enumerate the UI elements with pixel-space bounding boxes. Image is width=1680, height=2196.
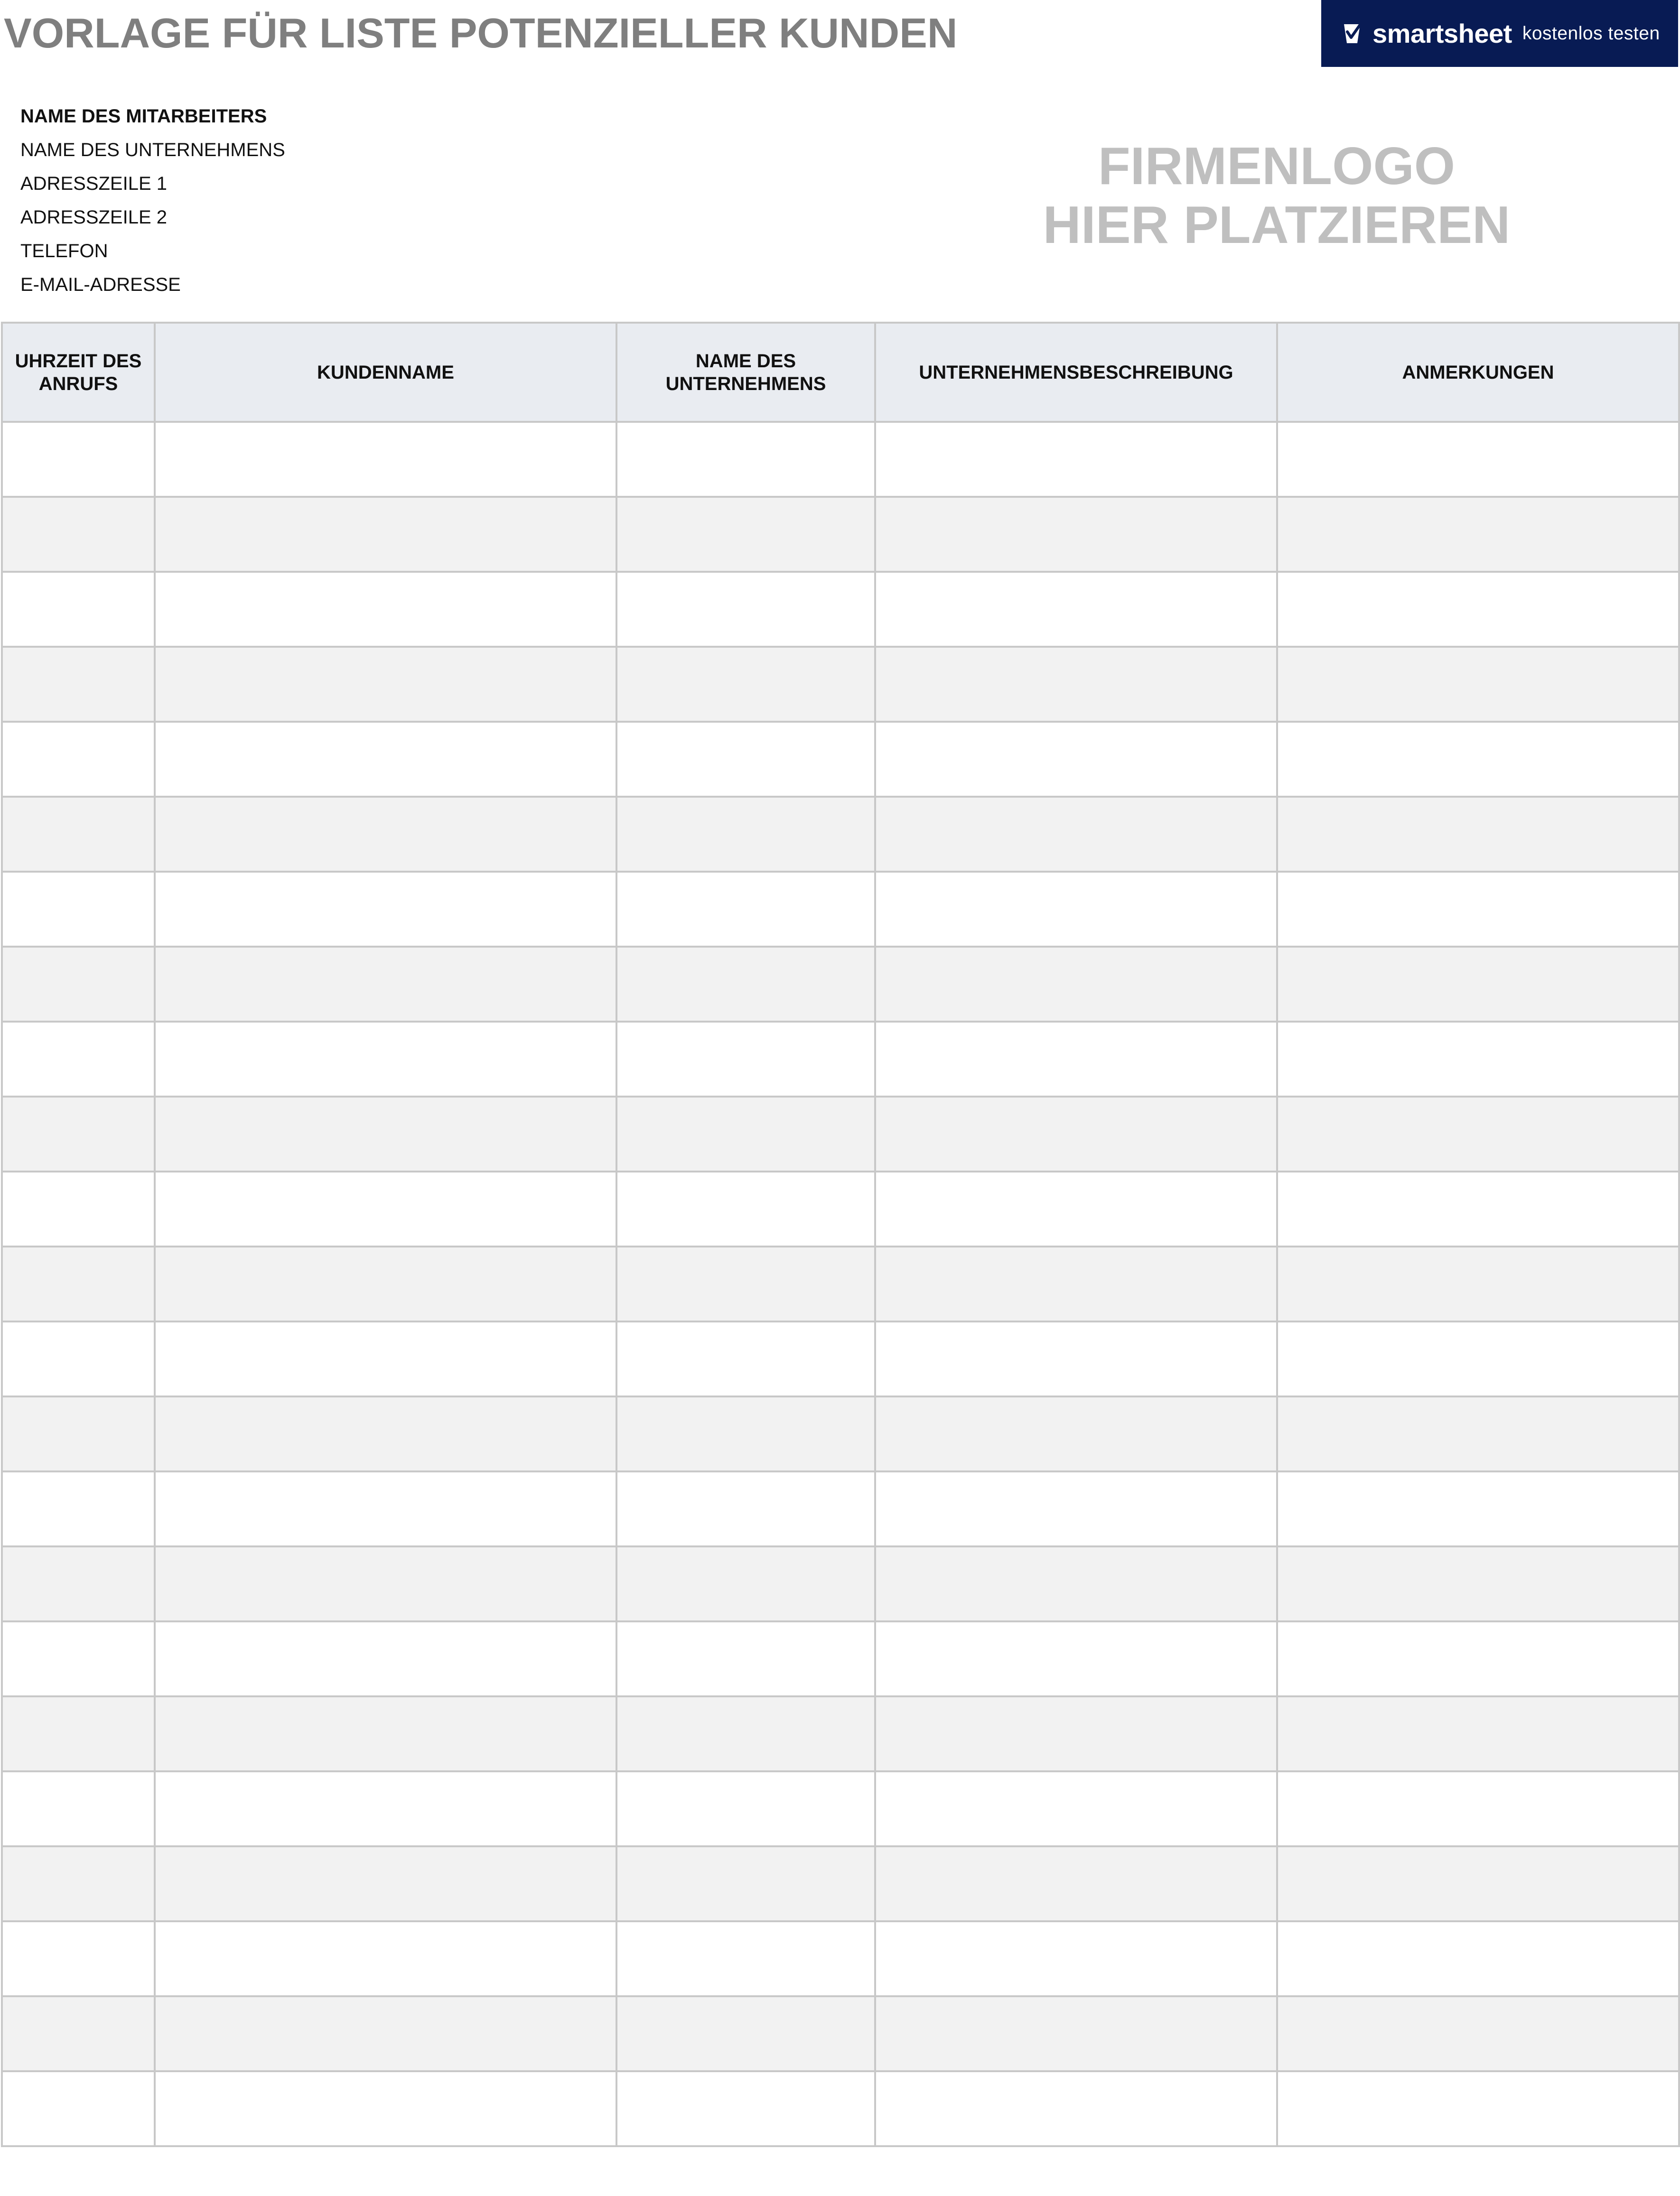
banner-brand: smartsheet <box>1372 19 1512 48</box>
table-row <box>2 1097 1679 1172</box>
cell-notes[interactable] <box>1277 1247 1679 1321</box>
cell-call-time[interactable] <box>2 872 155 947</box>
cell-customer-name[interactable] <box>155 1321 616 1396</box>
table-row <box>2 872 1679 947</box>
table-row <box>2 1396 1679 1471</box>
cell-company-description[interactable] <box>875 1846 1277 1921</box>
table-row <box>2 1996 1679 2071</box>
cell-customer-name[interactable] <box>155 1172 616 1247</box>
address-line-1: ADRESSZEILE 1 <box>20 173 168 194</box>
cell-customer-name[interactable] <box>155 497 616 572</box>
cell-notes[interactable] <box>1277 647 1679 722</box>
cell-call-time[interactable] <box>2 1771 155 1846</box>
table-row <box>2 1771 1679 1846</box>
cell-call-time[interactable] <box>2 647 155 722</box>
cell-notes[interactable] <box>1277 1921 1679 1996</box>
cell-customer-name[interactable] <box>155 1696 616 1771</box>
cell-company-name[interactable] <box>616 1996 875 2071</box>
cell-company-description[interactable] <box>875 1097 1277 1172</box>
cell-call-time[interactable] <box>2 1621 155 1696</box>
cell-company-description[interactable] <box>875 1396 1277 1471</box>
smartsheet-check-icon <box>1343 22 1364 45</box>
cell-company-name[interactable] <box>616 2071 875 2146</box>
phone: TELEFON <box>20 241 108 261</box>
cell-company-description[interactable] <box>875 1771 1277 1846</box>
cell-customer-name[interactable] <box>155 1471 616 1546</box>
employee-name: NAME DES MITARBEITERS <box>20 106 267 127</box>
cell-call-time[interactable] <box>2 1097 155 1172</box>
cell-company-name[interactable] <box>616 1696 875 1771</box>
table-row <box>2 722 1679 797</box>
cell-notes[interactable] <box>1277 422 1679 497</box>
address-line-2: ADRESSZEILE 2 <box>20 207 168 228</box>
cell-customer-name[interactable] <box>155 1921 616 1996</box>
cell-customer-name[interactable] <box>155 947 616 1022</box>
cell-call-time[interactable] <box>2 422 155 497</box>
cell-company-name[interactable] <box>616 797 875 872</box>
cell-notes[interactable] <box>1277 797 1679 872</box>
contact-block <box>20 100 285 302</box>
cell-call-time[interactable] <box>2 1396 155 1471</box>
cell-call-time[interactable] <box>2 1846 155 1921</box>
cell-customer-name[interactable] <box>155 1097 616 1172</box>
table-row <box>2 1921 1679 1996</box>
cell-customer-name[interactable] <box>155 872 616 947</box>
cell-call-time[interactable] <box>2 947 155 1022</box>
cell-call-time[interactable] <box>2 1996 155 2071</box>
cell-company-name[interactable] <box>616 1921 875 1996</box>
cell-customer-name[interactable] <box>155 1396 616 1471</box>
cell-company-description[interactable] <box>875 1172 1277 1247</box>
table-row <box>2 947 1679 1022</box>
cell-call-time[interactable] <box>2 1022 155 1097</box>
table-row <box>2 797 1679 872</box>
cell-company-name[interactable] <box>616 947 875 1022</box>
cell-notes[interactable] <box>1277 1621 1679 1696</box>
cell-company-description[interactable] <box>875 797 1277 872</box>
column-header-company-description: UNTERNEHMENSBESCHREIBUNG <box>875 323 1277 422</box>
cell-company-description[interactable] <box>875 1546 1277 1621</box>
cell-company-name[interactable] <box>616 497 875 572</box>
logo-placeholder-line-2: HIER PLATZIEREN <box>1043 195 1511 254</box>
table-body <box>2 422 1679 2146</box>
table-header-row <box>2 323 1679 422</box>
cell-company-name[interactable] <box>616 1022 875 1097</box>
cell-call-time[interactable] <box>2 1321 155 1396</box>
cell-company-description[interactable] <box>875 1321 1277 1396</box>
cell-company-description[interactable] <box>875 2071 1277 2146</box>
cell-call-time[interactable] <box>2 722 155 797</box>
logo-placeholder-line-1: FIRMENLOGO <box>1098 137 1456 195</box>
cell-company-description[interactable] <box>875 722 1277 797</box>
cell-notes[interactable] <box>1277 947 1679 1022</box>
cell-company-description[interactable] <box>875 1996 1277 2071</box>
cell-company-name[interactable] <box>616 1546 875 1621</box>
smartsheet-trial-banner[interactable] <box>1321 0 1678 67</box>
cell-company-name[interactable] <box>616 1396 875 1471</box>
table-row <box>2 1172 1679 1247</box>
table-row <box>2 1696 1679 1771</box>
cell-notes[interactable] <box>1277 1321 1679 1396</box>
cell-call-time[interactable] <box>2 1247 155 1321</box>
logo-placeholder <box>963 137 1590 254</box>
cell-company-name[interactable] <box>616 1621 875 1696</box>
cell-call-time[interactable] <box>2 797 155 872</box>
cell-customer-name[interactable] <box>155 1022 616 1097</box>
cell-company-description[interactable] <box>875 1471 1277 1546</box>
column-header-call-time: UHRZEIT DES ANRUFS <box>2 323 155 422</box>
cell-company-description[interactable] <box>875 497 1277 572</box>
cell-company-name[interactable] <box>616 1097 875 1172</box>
table-row <box>2 1022 1679 1097</box>
cell-company-name[interactable] <box>616 1846 875 1921</box>
cell-notes[interactable] <box>1277 497 1679 572</box>
cell-notes[interactable] <box>1277 1471 1679 1546</box>
cell-company-name[interactable] <box>616 422 875 497</box>
table-row <box>2 1247 1679 1321</box>
cell-notes[interactable] <box>1277 1097 1679 1172</box>
prospect-table <box>1 322 1680 2147</box>
table-row <box>2 2071 1679 2146</box>
cell-company-name[interactable] <box>616 1771 875 1846</box>
cell-customer-name[interactable] <box>155 572 616 647</box>
table-row <box>2 422 1679 497</box>
cell-call-time[interactable] <box>2 1546 155 1621</box>
cell-notes[interactable] <box>1277 872 1679 947</box>
cell-customer-name[interactable] <box>155 722 616 797</box>
banner-cta: kostenlos testen <box>1522 23 1660 44</box>
table-row <box>2 497 1679 572</box>
cell-customer-name[interactable] <box>155 1846 616 1921</box>
cell-notes[interactable] <box>1277 1022 1679 1097</box>
cell-call-time[interactable] <box>2 1696 155 1771</box>
cell-company-name[interactable] <box>616 1172 875 1247</box>
table-row <box>2 647 1679 722</box>
cell-notes[interactable] <box>1277 1546 1679 1621</box>
cell-call-time[interactable] <box>2 1172 155 1247</box>
column-header-customer-name: KUNDENNAME <box>155 323 616 422</box>
cell-company-description[interactable] <box>875 1696 1277 1771</box>
cell-customer-name[interactable] <box>155 2071 616 2146</box>
cell-company-name[interactable] <box>616 647 875 722</box>
company-name: NAME DES UNTERNEHMENS <box>20 140 285 160</box>
cell-company-description[interactable] <box>875 1621 1277 1696</box>
cell-call-time[interactable] <box>2 2071 155 2146</box>
table-row <box>2 572 1679 647</box>
column-header-company-name: NAME DES UNTERNEHMENS <box>616 323 875 422</box>
cell-notes[interactable] <box>1277 2071 1679 2146</box>
cell-company-name[interactable] <box>616 872 875 947</box>
cell-company-name[interactable] <box>616 572 875 647</box>
cell-company-description[interactable] <box>875 1022 1277 1097</box>
cell-call-time[interactable] <box>2 1921 155 1996</box>
cell-customer-name[interactable] <box>155 1621 616 1696</box>
cell-notes[interactable] <box>1277 1846 1679 1921</box>
cell-customer-name[interactable] <box>155 1247 616 1321</box>
cell-notes[interactable] <box>1277 1172 1679 1247</box>
cell-company-description[interactable] <box>875 647 1277 722</box>
table-row <box>2 1546 1679 1621</box>
cell-notes[interactable] <box>1277 1996 1679 2071</box>
cell-customer-name[interactable] <box>155 647 616 722</box>
cell-company-description[interactable] <box>875 1247 1277 1321</box>
table-row <box>2 1846 1679 1921</box>
cell-notes[interactable] <box>1277 1771 1679 1846</box>
cell-call-time[interactable] <box>2 572 155 647</box>
cell-notes[interactable] <box>1277 572 1679 647</box>
cell-customer-name[interactable] <box>155 797 616 872</box>
cell-company-description[interactable] <box>875 1921 1277 1996</box>
page-title: VORLAGE FÜR LISTE POTENZIELLER KUNDEN <box>4 9 958 56</box>
cell-company-description[interactable] <box>875 947 1277 1022</box>
cell-notes[interactable] <box>1277 1396 1679 1471</box>
cell-notes[interactable] <box>1277 722 1679 797</box>
table-row <box>2 1621 1679 1696</box>
cell-customer-name[interactable] <box>155 1546 616 1621</box>
cell-customer-name[interactable] <box>155 1996 616 2071</box>
table-row <box>2 1321 1679 1396</box>
cell-call-time[interactable] <box>2 497 155 572</box>
cell-notes[interactable] <box>1277 1696 1679 1771</box>
table-row <box>2 1471 1679 1546</box>
cell-call-time[interactable] <box>2 1471 155 1546</box>
cell-company-name[interactable] <box>616 1471 875 1546</box>
cell-company-name[interactable] <box>616 1321 875 1396</box>
column-header-notes: ANMERKUNGEN <box>1277 323 1679 422</box>
cell-company-name[interactable] <box>616 722 875 797</box>
cell-company-description[interactable] <box>875 422 1277 497</box>
cell-company-description[interactable] <box>875 572 1277 647</box>
email-address: E-MAIL-ADRESSE <box>20 274 181 295</box>
cell-company-description[interactable] <box>875 872 1277 947</box>
cell-customer-name[interactable] <box>155 1771 616 1846</box>
cell-company-name[interactable] <box>616 1247 875 1321</box>
cell-customer-name[interactable] <box>155 422 616 497</box>
